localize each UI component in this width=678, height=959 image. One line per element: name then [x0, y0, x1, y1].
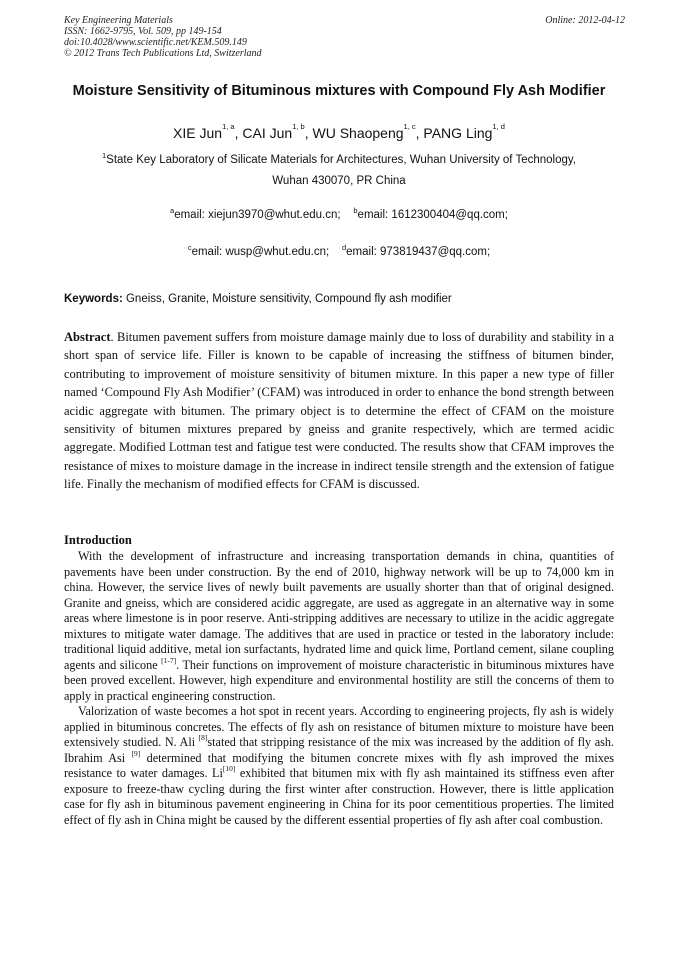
author-name: XIE Jun: [173, 125, 223, 141]
issn-line: ISSN: 1662-9795, Vol. 509, pp 149-154: [64, 26, 222, 37]
affiliation-line-2: Wuhan 430070, PR China: [272, 175, 406, 187]
section-heading-introduction: Introduction: [64, 533, 132, 547]
email-sup: d: [341, 243, 347, 252]
affiliation-text: State Key Laboratory of Silicate Materials for Architectures, Wuhan University of Technology,: [106, 154, 576, 166]
author-name: CAI Jun: [242, 125, 293, 141]
citation-ref: [1-7]: [161, 655, 177, 665]
paragraph-text: stated that stripping resistance of the mix was increased by the addition of fly ash. Ibrahim Asi: [64, 735, 614, 765]
email-sup: b: [353, 206, 358, 215]
author-sup: 1, c: [403, 122, 416, 131]
paragraph-text: With the development of infrastructure and increasing transportation demands in china, quantities of pavements have been under construction. By the end of 2010, highway network will be up to 74,000 km in china. However, the service lives of newly built pavements are usually shorter than that of original designed. Granite and gneiss, which are considered acidic aggregate, are used as aggregate in an alternative way in some areas where limestone is in poor reserve. Anti-stripping additives are necessary to utilize in the acidic aggregate mixtures to mitigate water damage. The additives that are used in practice or tested in the laboratory include: traditional liquid additive, metal ion surfactants, hydrated lime and quick lime, Portland cement, silane coupling agents and silicone: [64, 549, 614, 672]
abstract-label: Abstract: [64, 330, 111, 344]
doi-line[interactable]: doi:10.4028/www.scientific.net/KEM.509.149: [64, 37, 247, 48]
email-line-2: [64, 245, 614, 259]
introduction-body: [64, 549, 614, 828]
author-list: [64, 124, 614, 142]
keywords: [64, 292, 614, 306]
paragraph-text: determined that modifying the bitumen concrete mixes with fly ash improved the mixes resistance to water damages. Li: [64, 750, 614, 780]
journal-name: Key Engineering Materials: [64, 15, 173, 26]
email-d[interactable]: email: 973819437@qq.com;: [346, 246, 491, 258]
citation-ref: [10]: [222, 764, 236, 773]
keywords-label: Keywords:: [64, 293, 123, 305]
abstract: [64, 328, 614, 494]
paragraph-text: exhibited that bitumen mix with fly ash maintained its stiffness even after exposure to freeze-thaw cycling during the first winter after construction. However, there is little application case for fly ash in bituminous pavement engineering in China for its poor cementitious properties. The limited effect of fly ash in China might be caused by the different essential properties of fly ash after coal combustion.: [64, 766, 615, 827]
paragraph: [64, 704, 614, 828]
author-sup: 1, a: [222, 122, 235, 131]
email-sup: c: [187, 243, 192, 252]
email-sup: a: [170, 206, 175, 215]
author-sup: 1, b: [292, 122, 305, 131]
author-name: PANG Ling: [423, 125, 493, 141]
online-date: Online: 2012-04-12: [545, 15, 625, 26]
affiliation-sup: 1: [102, 151, 107, 160]
keywords-text: Gneiss, Granite, Moisture sensitivity, Compound fly ash modifier: [122, 293, 452, 305]
citation-ref: [8]: [198, 733, 208, 742]
copyright-line: © 2012 Trans Tech Publications Ltd, Switzerland: [64, 48, 262, 59]
email-line-1: [64, 208, 614, 222]
abstract-text: . Bitumen pavement suffers from moisture damage mainly due to loss of durability and stability in a short span of service life. Filler is known to be capable of increasing the stiffness of bitumen binder, contributing to improvement of moisture sensitivity of bitumen mixture. In this paper a new type of filler named ‘Compound Fly Ash Modifier’ (CFAM) was introduced in order to enhance the bond strength between acidic aggregate with bitumen. The primary object is to determine the effect of CFAM on the moisture sensitivity of bitumen mixtures prepared by gneiss and granite respectively, which are termed acidic aggregate. Modified Lottman test and fatigue test were conducted. The results show that CFAM improves the resistance of mixes to moisture damage in the increase in indirect tensile strength and the extension of fatigue life. Finally the mechanism of modified effects for CFAM is discussed.: [64, 330, 614, 492]
paragraph-text: . Their functions on improvement of moisture characteristic in bituminous mixtures have been proved excellent. However, high expenditure and environmental hostility are still the concerns of them to apply in practical engineering construction.: [64, 657, 615, 703]
author-separator: ,: [415, 125, 424, 141]
paper-title: Moisture Sensitivity of Bituminous mixtures with Compound Fly Ash Modifier: [72, 83, 606, 99]
paragraph: [64, 549, 614, 704]
email-a[interactable]: email: xiejun3970@whut.edu.cn;: [174, 209, 341, 221]
email-b[interactable]: email: 1612300404@qq.com;: [357, 209, 508, 221]
author-name: WU Shaopeng: [312, 125, 404, 141]
journal-header: [64, 15, 394, 59]
affiliation-line-1: [64, 153, 614, 167]
author-separator: ,: [304, 125, 313, 141]
email-c[interactable]: email: wusp@whut.edu.cn;: [191, 246, 330, 258]
citation-ref: [9]: [131, 748, 141, 758]
author-sup: 1, d: [492, 122, 505, 131]
author-separator: ,: [234, 125, 243, 141]
affiliation: [64, 153, 614, 195]
paragraph-text: Valorization of waste becomes a hot spot in recent years. According to engineering projects, fly ash is widely applied in bituminous concretes. The effects of fly ash on resistance of bitumen mixture to moisture have been extensively studied. N. Ali: [64, 704, 614, 749]
